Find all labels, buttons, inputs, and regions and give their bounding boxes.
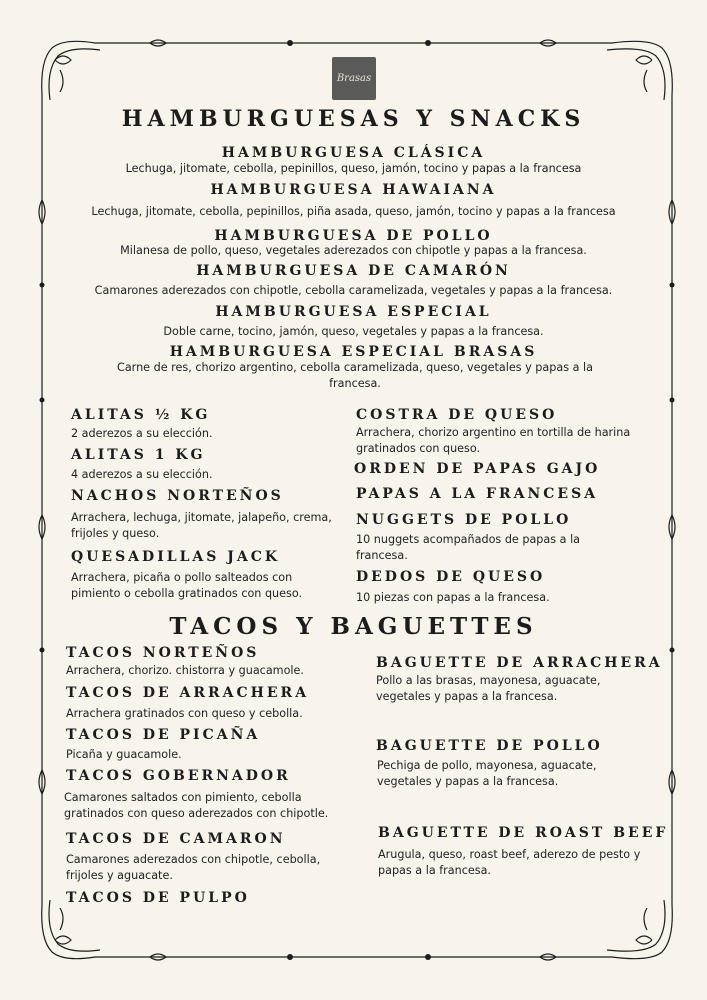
snack-desc: 10 piezas con papas a la francesa.: [356, 591, 550, 604]
snack-name: ORDEN DE PAPAS GAJO: [354, 461, 601, 477]
taco-desc: Camarones aderezados con chipotle, cebolla, frijoles y aguacate.: [66, 853, 321, 882]
taco-name: TACOS DE PICAÑA: [66, 727, 261, 743]
taco-desc: Arrachera gratinados con queso y cebolla.: [66, 707, 303, 720]
burger-desc: Camarones aderezados con chipotle, cebolla caramelizada, vegetales y papas a la francesa.: [94, 284, 613, 297]
baguette-name: BAGUETTE DE ARRACHERA: [376, 655, 663, 671]
snack-desc: 2 aderezos a su elección.: [71, 427, 213, 440]
taco-desc: Arrachera, chorizo. chistorra y guacamole.: [66, 664, 304, 677]
burger-name: HAMBURGUESA DE POLLO: [214, 228, 493, 244]
taco-name: TACOS GOBERNADOR: [66, 768, 291, 784]
burger-name: HAMBURGUESA ESPECIAL: [215, 304, 492, 320]
taco-name: TACOS DE CAMARON: [66, 831, 286, 847]
burger-desc: Milanesa de pollo, queso, vegetales aderezados con chipotle y papas a la francesa.: [120, 244, 587, 257]
snack-name: COSTRA DE QUESO: [356, 407, 558, 423]
snack-name: NUGGETS DE POLLO: [356, 512, 572, 528]
taco-name: TACOS NORTEÑOS: [66, 645, 260, 661]
burger-name: HAMBURGUESA HAWAIANA: [210, 182, 497, 198]
snack-desc: Arrachera, picaña o pollo salteados con pimiento o cebolla gratinados con queso.: [71, 571, 303, 600]
snack-name: QUESADILLAS JACK: [71, 549, 281, 565]
snack-name: NACHOS NORTEÑOS: [71, 488, 284, 504]
taco-name: TACOS DE PULPO: [66, 890, 250, 906]
section-title-burgers: HAMBURGUESAS Y SNACKS: [121, 106, 586, 132]
baguette-desc: Pollo a las brasas, mayonesa, aguacate, vegetales y papas a la francesa.: [376, 674, 601, 703]
baguette-name: BAGUETTE DE ROAST BEEF: [378, 825, 669, 841]
snack-desc: Arrachera, lechuga, jitomate, jalapeño, crema, frijoles y queso.: [71, 511, 332, 540]
baguette-name: BAGUETTE DE POLLO: [376, 738, 603, 754]
burger-desc: Carne de res, chorizo argentino, cebolla caramelizada, queso, vegetales y papas a la francesa.: [117, 361, 593, 390]
snack-desc: 10 nuggets acompañados de papas a la francesa.: [356, 533, 581, 562]
burger-desc: Lechuga, jitomate, cebolla, pepinillos, piña asada, queso, jamón, tocino y papas a la francesa: [91, 205, 616, 218]
snack-desc: 4 aderezos a su elección.: [71, 468, 213, 481]
snack-name: ALITAS 1 KG: [71, 447, 206, 463]
taco-desc: Camarones saltados con pimiento, cebolla gratinados con queso aderezados con chipotle.: [64, 791, 329, 820]
snack-desc: Arrachera, chorizo argentino en tortilla de harina gratinados con queso.: [356, 426, 631, 455]
burger-name: HAMBURGUESA DE CAMARÓN: [196, 263, 511, 279]
snack-name: DEDOS DE QUESO: [356, 569, 546, 585]
burger-desc: Lechuga, jitomate, cebolla, pepinillos, queso, jamón, tocino y papas a la francesa: [125, 162, 582, 175]
burger-name: HAMBURGUESA CLÁSICA: [221, 145, 486, 161]
taco-name: TACOS DE ARRACHERA: [66, 685, 310, 701]
taco-desc: Picaña y guacamole.: [66, 748, 182, 761]
snack-name: ALITAS ½ KG: [71, 407, 211, 423]
baguette-desc: Pechiga de pollo, mayonesa, aguacate, vegetales y papas a la francesa.: [377, 759, 597, 788]
burger-desc: Doble carne, tocino, jamón, queso, vegetales y papas a la francesa.: [163, 325, 544, 338]
section-title-tacos: TACOS Y BAGUETTES: [169, 613, 538, 640]
baguette-desc: Arugula, queso, roast beef, aderezo de pesto y papas a la francesa.: [378, 848, 641, 877]
snack-name: PAPAS A LA FRANCESA: [356, 486, 599, 502]
burger-name: HAMBURGUESA ESPECIAL BRASAS: [169, 344, 538, 360]
brand-logo: [332, 57, 376, 100]
logo-text: Brasas: [336, 73, 372, 84]
